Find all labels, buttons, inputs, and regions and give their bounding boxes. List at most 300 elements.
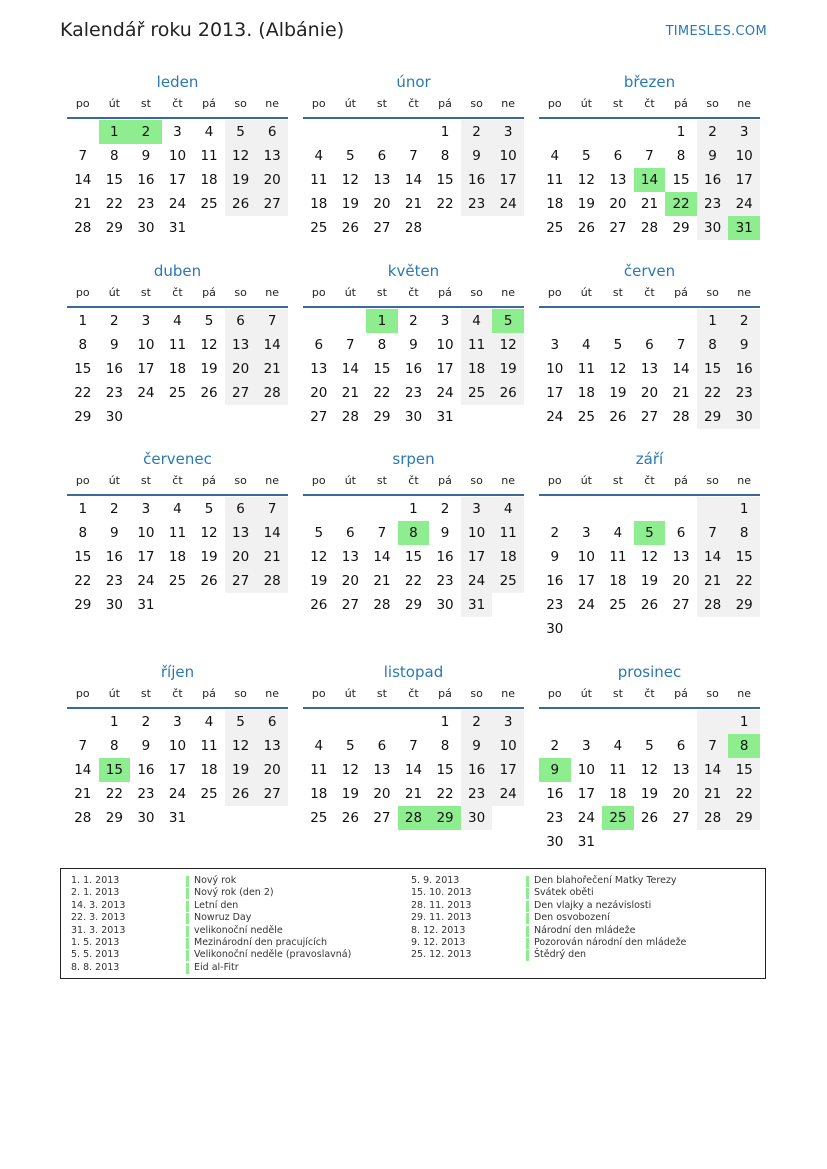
day-grid (67, 309, 288, 429)
weekday-label: po (311, 687, 326, 700)
day-cell: 3 (582, 738, 591, 754)
day-cell: 18 (546, 196, 564, 212)
holiday-name: Mezinárodní den pracujících (194, 936, 328, 948)
holiday-name: Eid al-Fitr (194, 961, 239, 973)
weekday-header (67, 93, 288, 119)
weekday-label: po (75, 474, 90, 487)
holiday-date: 1. 1. 2013 (71, 875, 120, 886)
weekday-header (539, 93, 760, 119)
day-cell: 7 (409, 738, 418, 754)
day-cell: 18 (577, 385, 595, 401)
holiday-name: Národní den mládeže (534, 924, 636, 936)
weekday-header (303, 470, 524, 496)
day-cell: 12 (577, 172, 595, 188)
holiday-day: 5 (492, 309, 524, 333)
day-cell: 1 (697, 309, 729, 333)
day-cell: 28 (341, 409, 359, 425)
month-name: březen (623, 73, 676, 91)
day-cell: 12 (640, 762, 659, 778)
day-cell: 18 (168, 549, 187, 565)
day-cell: 20 (310, 385, 328, 401)
weekday-label: ne (265, 97, 280, 110)
weekday-label: po (75, 286, 90, 299)
holiday-date: 1. 5. 2013 (71, 936, 120, 948)
day-cell: 23 (105, 385, 123, 401)
day-cell: 5 (582, 148, 591, 164)
empty-cell (335, 120, 367, 144)
day-cell: 18 (461, 357, 493, 381)
day-cell: 26 (577, 220, 595, 236)
day-cell: 8 (697, 333, 729, 357)
day-cell: 5 (314, 525, 324, 541)
day-cell: 13 (672, 762, 690, 778)
weekday-label: po (547, 286, 562, 299)
day-cell: 12 (640, 549, 659, 565)
day-cell: 4 (492, 497, 524, 521)
weekday-label: st (612, 474, 623, 487)
empty-cell (335, 309, 367, 333)
empty-cell (539, 497, 571, 521)
day-cell: 14 (256, 333, 288, 357)
day-cell: 4 (204, 124, 214, 140)
day-cell: 10 (728, 144, 760, 168)
empty-cell (539, 309, 571, 333)
weekday-label: čt (644, 474, 655, 487)
day-cell: 29 (373, 409, 391, 425)
month-9 (539, 448, 760, 641)
day-cell: 9 (461, 144, 493, 168)
day-cell: 23 (404, 385, 423, 401)
day-cell: 30 (105, 597, 123, 613)
day-cell: 24 (577, 597, 595, 613)
day-cell: 3 (173, 714, 182, 730)
day-cell: 30 (137, 810, 155, 826)
day-cell: 26 (200, 385, 218, 401)
weekday-label: st (376, 97, 387, 110)
day-cell: 10 (137, 337, 155, 353)
day-cell: 18 (310, 786, 328, 802)
month-8 (303, 448, 524, 617)
day-cell: 3 (550, 337, 560, 353)
day-cell: 21 (74, 196, 92, 212)
weekday-label: út (344, 687, 356, 700)
day-cell: 15 (672, 172, 690, 188)
day-cell: 25 (168, 385, 187, 401)
day-cell: 18 (168, 361, 187, 377)
weekday-label: ne (501, 474, 516, 487)
month-6 (539, 260, 760, 429)
legend-item (71, 949, 351, 961)
day-cell: 15 (105, 172, 123, 188)
day-cell: 13 (256, 144, 288, 168)
day-cell: 3 (582, 525, 591, 541)
day-cell: 7 (256, 309, 288, 333)
day-cell: 11 (492, 521, 524, 545)
day-cell: 19 (225, 168, 257, 192)
day-cell: 24 (168, 196, 187, 212)
day-cell: 12 (341, 762, 359, 778)
holiday-day: 9 (539, 758, 571, 782)
weekday-label: čt (172, 286, 183, 299)
day-cell: 11 (609, 762, 627, 778)
month-name: listopad (383, 663, 444, 681)
weekday-label: pá (438, 97, 452, 110)
day-cell: 29 (672, 220, 690, 236)
month-11 (303, 661, 524, 830)
day-cell: 30 (137, 220, 155, 236)
weekday-label: út (580, 97, 592, 110)
day-cell: 6 (256, 710, 288, 734)
day-cell: 1 (728, 497, 760, 521)
weekday-label: pá (674, 286, 688, 299)
month-name: květen (387, 262, 440, 280)
day-cell: 30 (728, 405, 760, 429)
day-grid (67, 120, 288, 240)
day-cell: 1 (440, 124, 450, 140)
weekday-label: po (311, 97, 326, 110)
day-cell: 19 (640, 786, 659, 802)
day-grid (539, 497, 760, 641)
day-cell: 11 (461, 333, 493, 357)
day-cell: 1 (78, 313, 88, 329)
day-cell: 2 (409, 313, 418, 329)
day-cell: 14 (373, 549, 391, 565)
legend-item (411, 925, 686, 937)
day-cell: 22 (404, 573, 423, 589)
month-7 (67, 448, 288, 617)
holiday-date: 8. 8. 2013 (71, 961, 120, 973)
day-cell: 24 (492, 192, 524, 216)
holiday-date: 31. 3. 2013 (71, 924, 126, 936)
weekday-label: pá (674, 97, 688, 110)
day-cell: 8 (110, 738, 119, 754)
day-cell: 19 (609, 385, 627, 401)
day-cell: 13 (373, 762, 391, 778)
day-cell: 8 (377, 337, 387, 353)
day-cell: 27 (225, 569, 257, 593)
day-cell: 9 (141, 148, 151, 164)
day-cell: 21 (404, 786, 423, 802)
day-cell: 28 (697, 806, 729, 830)
day-cell: 24 (546, 409, 564, 425)
holiday-day: 15 (99, 758, 131, 782)
weekday-label: so (706, 474, 719, 487)
day-cell: 15 (404, 549, 423, 565)
day-cell: 16 (728, 357, 760, 381)
day-cell: 7 (78, 148, 88, 164)
day-cell: 21 (404, 196, 423, 212)
day-cell: 27 (225, 381, 257, 405)
day-cell: 19 (200, 549, 218, 565)
holiday-marker-icon (186, 888, 189, 899)
weekday-header (303, 683, 524, 709)
empty-cell (335, 497, 367, 521)
day-cell: 10 (577, 549, 595, 565)
weekday-label: st (376, 687, 387, 700)
day-cell: 19 (200, 361, 218, 377)
weekday-label: st (376, 286, 387, 299)
month-name: září (635, 450, 664, 468)
day-cell: 16 (105, 549, 123, 565)
day-cell: 11 (546, 172, 564, 188)
holiday-marker-icon (526, 876, 529, 887)
day-cell: 23 (546, 597, 564, 613)
day-cell: 23 (105, 573, 123, 589)
weekday-header (67, 282, 288, 308)
day-cell: 16 (546, 573, 564, 589)
day-cell: 22 (436, 786, 454, 802)
day-cell: 19 (341, 786, 359, 802)
day-cell: 3 (173, 124, 182, 140)
weekday-label: čt (644, 286, 655, 299)
legend-item (71, 875, 351, 887)
day-cell: 20 (672, 786, 690, 802)
day-cell: 10 (168, 148, 187, 164)
day-cell: 15 (697, 357, 729, 381)
holiday-day: 1 (99, 120, 131, 144)
brand-link[interactable]: TIMESLES.COM (665, 24, 767, 39)
day-cell: 16 (436, 549, 454, 565)
day-cell: 3 (461, 497, 493, 521)
day-cell: 17 (546, 385, 564, 401)
day-cell: 11 (200, 148, 218, 164)
legend-item (411, 900, 686, 912)
weekday-label: so (706, 687, 719, 700)
day-cell: 21 (341, 385, 359, 401)
weekday-label: so (470, 687, 483, 700)
day-cell: 1 (676, 124, 686, 140)
holiday-date: 29. 11. 2013 (411, 912, 472, 924)
legend-item (71, 962, 351, 974)
legend-item (411, 887, 686, 899)
day-cell: 17 (577, 786, 595, 802)
day-cell: 29 (728, 593, 760, 617)
day-cell: 17 (137, 549, 155, 565)
holiday-day: 14 (634, 168, 666, 192)
weekday-label: so (470, 474, 483, 487)
day-cell: 29 (404, 597, 423, 613)
holiday-marker-icon (526, 950, 529, 961)
empty-cell (398, 710, 430, 734)
day-cell: 4 (173, 501, 182, 517)
weekday-label: pá (438, 474, 452, 487)
day-cell: 10 (461, 521, 493, 545)
day-cell: 22 (728, 569, 760, 593)
weekday-label: út (108, 474, 120, 487)
day-cell: 4 (550, 148, 560, 164)
day-cell: 22 (74, 385, 92, 401)
day-grid (67, 497, 288, 617)
day-cell: 9 (461, 734, 493, 758)
day-cell: 27 (310, 409, 328, 425)
empty-cell (697, 497, 729, 521)
holiday-name: Nový rok (den 2) (194, 887, 274, 899)
day-cell: 13 (225, 521, 257, 545)
day-cell: 11 (310, 172, 328, 188)
day-cell: 22 (436, 196, 454, 212)
weekday-label: so (234, 286, 247, 299)
day-cell: 14 (404, 762, 423, 778)
empty-cell (67, 710, 99, 734)
day-cell: 21 (697, 569, 729, 593)
holiday-day: 1 (366, 309, 398, 333)
day-cell: 30 (697, 216, 729, 240)
day-cell: 18 (200, 762, 218, 778)
day-cell: 6 (225, 497, 257, 521)
day-cell: 4 (173, 313, 182, 329)
day-cell: 22 (105, 786, 123, 802)
month-name: prosinec (617, 663, 682, 681)
day-cell: 9 (697, 144, 729, 168)
day-cell: 16 (461, 168, 493, 192)
day-grid (303, 710, 524, 830)
day-cell: 23 (436, 573, 454, 589)
day-cell: 8 (676, 148, 686, 164)
day-cell: 24 (168, 786, 187, 802)
weekday-label: ne (737, 474, 752, 487)
legend-item (411, 912, 686, 924)
day-cell: 26 (225, 192, 257, 216)
day-cell: 10 (168, 738, 187, 754)
weekday-label: so (706, 97, 719, 110)
day-cell: 25 (577, 409, 595, 425)
weekday-label: čt (172, 97, 183, 110)
legend-item (411, 937, 686, 949)
day-cell: 30 (546, 834, 564, 850)
day-cell: 6 (676, 525, 686, 541)
weekday-label: pá (202, 474, 216, 487)
day-cell: 2 (461, 710, 493, 734)
weekday-label: ne (501, 687, 516, 700)
holiday-date: 14. 3. 2013 (71, 899, 126, 911)
day-cell: 12 (341, 172, 359, 188)
day-cell: 13 (310, 361, 328, 377)
day-cell: 24 (492, 782, 524, 806)
day-cell: 25 (492, 569, 524, 593)
weekday-label: ne (501, 286, 516, 299)
day-cell: 28 (256, 381, 288, 405)
day-cell: 17 (492, 168, 524, 192)
day-cell: 11 (577, 361, 595, 377)
weekday-label: so (470, 286, 483, 299)
day-cell: 15 (728, 758, 760, 782)
weekday-label: so (234, 97, 247, 110)
day-cell: 17 (436, 361, 454, 377)
day-cell: 13 (640, 361, 659, 377)
day-cell: 3 (141, 313, 151, 329)
holiday-name: Den vlajky a nezávislosti (534, 899, 652, 911)
weekday-label: út (580, 474, 592, 487)
weekday-header (303, 93, 524, 119)
day-cell: 23 (137, 786, 155, 802)
day-cell: 13 (373, 172, 391, 188)
empty-cell (634, 120, 666, 144)
day-cell: 4 (613, 525, 623, 541)
empty-cell (571, 309, 603, 333)
holiday-date: 28. 11. 2013 (411, 899, 472, 911)
day-cell: 21 (672, 385, 690, 401)
day-cell: 9 (440, 525, 450, 541)
day-cell: 10 (546, 361, 564, 377)
legend-item (411, 949, 686, 961)
weekday-label: st (612, 687, 623, 700)
weekday-label: pá (202, 286, 216, 299)
holiday-date: 5. 9. 2013 (411, 875, 460, 886)
day-cell: 15 (436, 762, 454, 778)
holiday-day: 22 (665, 192, 697, 216)
empty-cell (665, 497, 697, 521)
day-cell: 7 (697, 521, 729, 545)
month-name: červen (623, 262, 676, 280)
weekday-header (67, 683, 288, 709)
holiday-day: 5 (634, 521, 666, 545)
empty-cell (539, 710, 571, 734)
weekday-label: út (344, 97, 356, 110)
holiday-day: 25 (602, 806, 634, 830)
day-cell: 14 (404, 172, 423, 188)
day-cell: 12 (200, 525, 218, 541)
day-cell: 29 (105, 810, 123, 826)
holiday-marker-icon (186, 938, 189, 949)
day-cell: 18 (609, 786, 627, 802)
day-cell: 31 (168, 810, 187, 826)
holiday-marker-icon (186, 926, 189, 937)
holiday-legend (60, 868, 766, 979)
day-cell: 7 (409, 148, 418, 164)
weekday-label: po (547, 687, 562, 700)
weekday-label: ne (265, 687, 280, 700)
legend-item (71, 937, 351, 949)
holiday-date: 25. 12. 2013 (411, 949, 472, 961)
day-cell: 18 (492, 545, 524, 569)
day-cell: 22 (728, 782, 760, 806)
day-cell: 26 (341, 810, 359, 826)
day-cell: 12 (225, 734, 257, 758)
day-cell: 27 (640, 409, 659, 425)
day-cell: 25 (168, 573, 187, 589)
day-cell: 29 (105, 220, 123, 236)
day-cell: 2 (141, 714, 151, 730)
day-cell: 10 (436, 337, 454, 353)
day-cell: 24 (577, 810, 595, 826)
weekday-label: čt (408, 474, 419, 487)
day-cell: 5 (613, 337, 623, 353)
day-cell: 5 (645, 738, 654, 754)
empty-cell (303, 710, 335, 734)
weekday-header (67, 470, 288, 496)
day-cell: 8 (78, 337, 88, 353)
day-cell: 26 (341, 220, 359, 236)
weekday-label: st (140, 474, 151, 487)
day-cell: 27 (672, 597, 690, 613)
day-cell: 12 (200, 337, 218, 353)
month-3 (539, 71, 760, 240)
empty-cell (303, 497, 335, 521)
day-cell: 4 (613, 738, 623, 754)
weekday-label: ne (737, 687, 752, 700)
weekday-label: so (470, 97, 483, 110)
day-cell: 20 (256, 168, 288, 192)
legend-column (71, 875, 351, 974)
day-cell: 4 (314, 148, 324, 164)
day-cell: 11 (609, 549, 627, 565)
day-cell: 7 (256, 497, 288, 521)
page-title: Kalendář roku 2013. (Albánie) (60, 19, 345, 41)
month-name: duben (153, 262, 202, 280)
holiday-name: Velikonoční neděle (pravoslavná) (194, 949, 352, 961)
holiday-marker-icon (186, 913, 189, 924)
day-cell: 28 (74, 810, 92, 826)
